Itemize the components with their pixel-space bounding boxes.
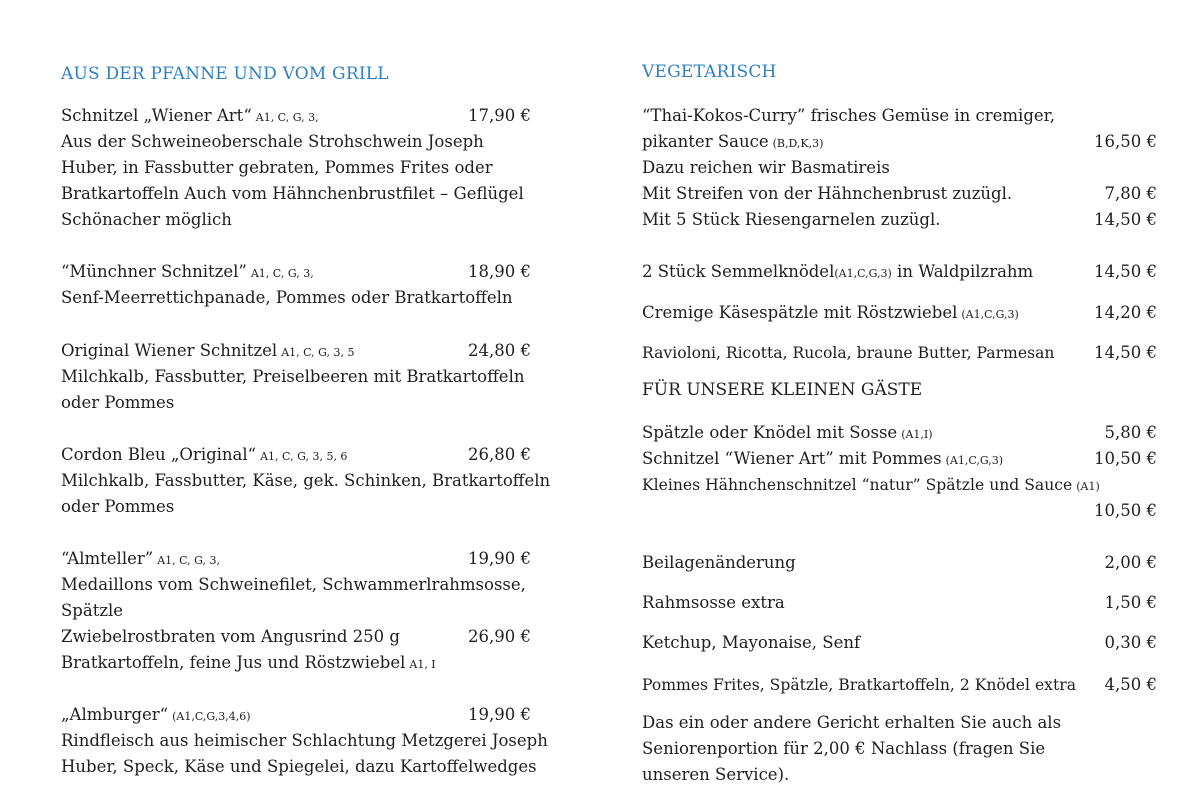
kids-dish: [642, 420, 933, 448]
dish-title: Original Wiener Schnitzel: [61, 341, 278, 360]
dish-title: “Almteller”: [61, 549, 154, 568]
dish-title: Kleines Hähnchenschnitzel “natur” Spätzle und Sauce: [642, 476, 1073, 494]
dish-title: Schnitzel “Wiener Art” mit Pommes: [642, 449, 942, 468]
dish-price: 14,50 €: [1094, 343, 1157, 362]
dish-price: 26,80 €: [468, 445, 531, 464]
dish-title-suffix: in Waldpilzrahm: [891, 262, 1034, 281]
dish-price: 19,90 €: [468, 549, 531, 568]
dish-title: “Münchner Schnitzel”: [61, 262, 247, 281]
curry-line-3: Dazu reichen wir Basmatireis: [642, 158, 890, 177]
allergen-codes: (B,D,K,3): [772, 137, 824, 150]
allergen-codes: A1, C, G, 3, 5: [281, 346, 355, 359]
dish-description-text: Bratkartoffeln, feine Jus und Röstzwiebel: [61, 653, 406, 672]
dish-name: [61, 624, 400, 650]
extra-item: Ketchup, Mayonaise, Senf: [642, 633, 861, 652]
allergen-codes: (A1): [1076, 480, 1100, 493]
dish-price: 16,50 €: [1094, 132, 1157, 151]
dish-price: 19,90 €: [468, 705, 531, 724]
extra-item: Beilagenänderung: [642, 553, 796, 572]
dish-title: Zwiebelrostbraten vom Angusrind 250 g: [61, 627, 400, 646]
curry-line-2-text: pikanter Sauce: [642, 132, 769, 151]
curry-line-2: [642, 129, 823, 157]
dish-price: 10,50 €: [1094, 501, 1157, 520]
extra-price: 4,50 €: [1104, 675, 1157, 694]
section-heading-vegetarian: VEGETARISCH: [642, 62, 777, 82]
extra-price: 2,00 €: [1104, 553, 1157, 572]
allergen-codes: A1, C, G, 3,: [255, 111, 319, 124]
dish-price: 10,50 €: [1094, 449, 1157, 468]
kids-dish: [642, 472, 1100, 500]
curry-line-1: “Thai-Kokos-Curry” frisches Gemüse in cremiger,: [642, 106, 1055, 125]
allergen-codes: A1, C, G, 3,: [250, 267, 314, 280]
dish-name: [61, 259, 314, 287]
dish-price: 5,80 €: [1104, 423, 1157, 442]
extra-price: 0,30 €: [1104, 633, 1157, 652]
dish-title: Cremige Käsespätzle mit Röstzwiebel: [642, 303, 958, 322]
dish-name: [61, 103, 319, 131]
section-heading-kids: FÜR UNSERE KLEINEN GÄSTE: [642, 380, 923, 400]
dish-title: Cordon Bleu „Original“: [61, 445, 257, 464]
allergen-codes: (A1,I): [901, 428, 933, 441]
allergen-codes: (A1,C,G,3): [834, 267, 892, 280]
section-heading-grill: AUS DER PFANNE UND VOM GRILL: [61, 64, 389, 84]
dish-description: Medaillons vom Schweinefilet, Schwammerlrahmsosse, Spätzle: [61, 575, 526, 620]
extra-item: Rahmsosse extra: [642, 593, 785, 612]
dish-name: [61, 442, 347, 470]
extra-price: 7,80 €: [1104, 184, 1157, 203]
dish-name: [61, 338, 355, 366]
extra-price: 1,50 €: [1104, 593, 1157, 612]
dish-title: 2 Stück Semmelknödel: [642, 262, 835, 281]
dish-description: Senf-Meerrettichpanade, Pommes oder Bratkartoffeln: [61, 288, 513, 307]
allergen-codes: A1, C, G, 3,: [157, 554, 221, 567]
dish-title: „Almburger“: [61, 705, 169, 724]
dish-description: Milchkalb, Fassbutter, Preiselbeeren mit Bratkartoffeln oder Pommes: [61, 367, 525, 412]
curry-extra-chicken: Mit Streifen von der Hähnchenbrust zuzügl.: [642, 184, 1013, 203]
dish-description: Milchkalb, Fassbutter, Käse, gek. Schinken, Bratkartoffeln oder Pommes: [61, 471, 551, 516]
dish-name: [642, 300, 1019, 328]
dish-title: Schnitzel „Wiener Art“: [61, 106, 252, 125]
dish-name: [61, 546, 220, 574]
extra-item: Pommes Frites, Spätzle, Bratkartoffeln, 2 Knödel extra: [642, 676, 1076, 694]
dish-title: Spätzle oder Knödel mit Sosse: [642, 423, 898, 442]
dish-description: Aus der Schweineoberschale Strohschwein Joseph Huber, in Fassbutter gebraten, Pommes Frites oder Bratkartoffeln Auch vom Hähnchenbrustfilet – Geflügel Schönacher möglich: [61, 132, 524, 229]
dish-price: 26,90 €: [468, 627, 531, 646]
dish-name: [61, 702, 251, 730]
allergen-codes: A1, C, G, 3, 5, 6: [260, 450, 348, 463]
allergen-codes: (A1,C,G,3): [945, 454, 1004, 467]
dish-price: 14,50 €: [1094, 262, 1157, 281]
dish-name: [642, 259, 1033, 287]
dish-price: 14,20 €: [1094, 303, 1157, 322]
kids-dish: [642, 446, 1003, 474]
extra-price: 14,50 €: [1094, 210, 1157, 229]
dish-price: 17,90 €: [468, 106, 531, 125]
dish-name: Ravioloni, Ricotta, Rucola, braune Butter, Parmesan: [642, 344, 1055, 362]
curry-extra-prawns: Mit 5 Stück Riesengarnelen zuzügl.: [642, 210, 941, 229]
allergen-codes: (A1,C,G,3,4,6): [172, 710, 251, 723]
dish-description: [61, 650, 436, 678]
allergen-codes: A1, I: [409, 658, 436, 671]
dish-price: 24,80 €: [468, 341, 531, 360]
dish-description: Rindfleisch aus heimischer Schlachtung Metzgerei Joseph Huber, Speck, Käse und Spiegelei, dazu Kartoffelwedges: [61, 731, 548, 776]
dish-price: 18,90 €: [468, 262, 531, 281]
senior-portion-note: Das ein oder andere Gericht erhalten Sie auch als Seniorenportion für 2,00 € Nachlass (fragen Sie unseren Service).: [642, 713, 1062, 784]
allergen-codes: (A1,C,G,3): [961, 308, 1019, 321]
